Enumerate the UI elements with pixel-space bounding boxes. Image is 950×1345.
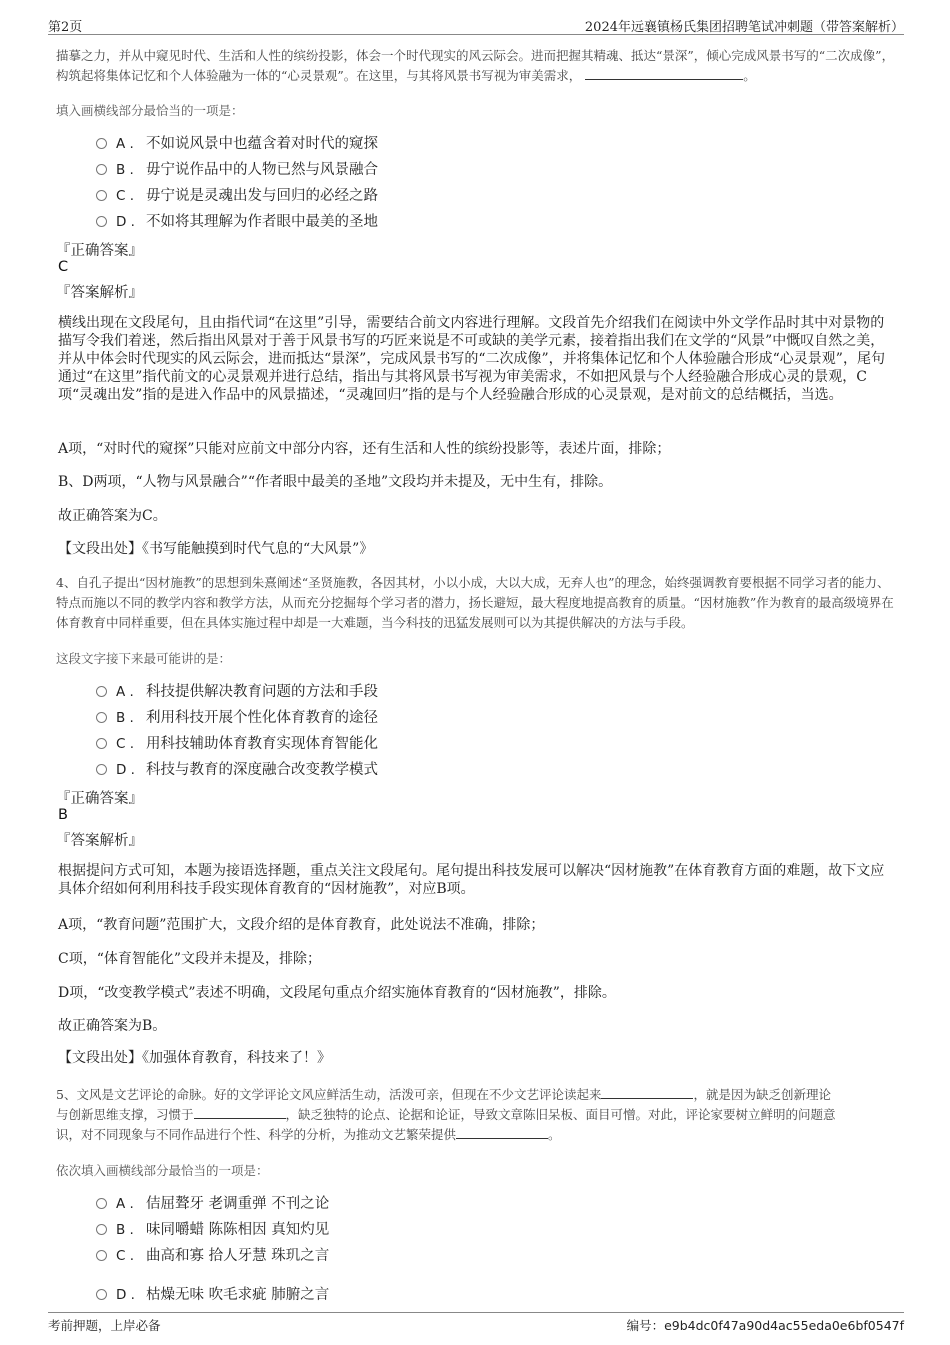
q3-option-b[interactable]: [96, 159, 378, 181]
q5-text: 。: [548, 1127, 561, 1142]
q5-text: ，就是因为缺乏创新理论: [693, 1087, 831, 1102]
footer-slogan: 考前押题，上岸必备: [48, 1318, 161, 1333]
q5-option-d[interactable]: [96, 1284, 329, 1306]
q4-analysis: 根据提问方式可知，本题为接语选择题，重点关注文段尾句。尾句提出科技发展可以解决“因材施教”在体育教育方面的难题，故下文应具体介绍如何利用科技手段实现体育教育的“因材施教”，对应B项。: [58, 863, 885, 897]
q4-option-b[interactable]: [96, 707, 378, 729]
q3-analysis-a: A项，“对时代的窥探”只能对应前文中部分内容，还有生活和人性的缤纷投影等，表述片面，排除；: [58, 441, 671, 457]
radio-icon[interactable]: [96, 164, 107, 175]
option-key: A .: [116, 136, 134, 152]
q5-option-c[interactable]: [96, 1245, 329, 1267]
q4-option-c[interactable]: [96, 733, 378, 755]
page-header: [48, 14, 904, 35]
q5-option-a[interactable]: [96, 1193, 329, 1215]
option-text: 不如将其理解为作者眼中最美的圣地: [146, 214, 378, 230]
q5-passage-line-3: [56, 1125, 898, 1145]
q3-conclusion: 故正确答案为C。: [58, 508, 167, 524]
q3-answer: C: [58, 259, 69, 275]
option-key: B .: [116, 162, 134, 178]
q3-ask: 填入画横线部分最恰当的一项是：: [56, 103, 244, 118]
option-key: D .: [116, 1287, 135, 1303]
q4-answer: B: [58, 807, 68, 823]
option-key: A .: [116, 684, 134, 700]
q4-analysis-label: 『答案解析』: [56, 833, 143, 849]
radio-icon[interactable]: [96, 686, 107, 697]
q4-conclusion: 故正确答案为B。: [58, 1018, 167, 1034]
option-text: 曲高和寡 拾人牙慧 珠玑之言: [146, 1248, 330, 1264]
q5-ask: 依次填入画横线部分最恰当的一项是：: [56, 1163, 269, 1178]
option-text: 毋宁说是灵魂出发与回归的必经之路: [146, 188, 378, 204]
q3-answer-label: 『正确答案』: [56, 243, 143, 259]
option-key: B .: [116, 1222, 134, 1238]
option-key: C .: [116, 188, 135, 204]
q4-passage: 4、自孔子提出“因材施教”的思想到朱熹阐述“圣贤施教，各因其材，小以小成，大以大成，无弃人也”的理念，始终强调教育要根据不同学习者的能力、特点而施以不同的教学内容和教学方法，从而充分挖掘每个学习者的潜力，扬长避短，最大程度地提高教育的质量。“因材施教”作为教育的最高级境界在体育教育中同样重要，但在具体实施过程中却是一大难题，当今科技的迅猛发展则可以为其提供解决的方法与手段。: [56, 575, 894, 630]
document-code: 编号：e9b4dc0f47a90d4ac55eda0e6bf0547f: [626, 1318, 904, 1333]
option-text: 毋宁说作品中的人物已然与风景融合: [146, 162, 378, 178]
q5-blank-3: [456, 1126, 548, 1139]
q3-passage: [56, 46, 898, 86]
radio-icon[interactable]: [96, 1198, 107, 1209]
q5-blank-2: [194, 1106, 286, 1119]
q5-text: 5、文风是文艺评论的命脉。好的文学评论文风应鲜活生动，活泼可亲，但现在不少文艺评论读起来: [56, 1087, 602, 1102]
q5-option-b[interactable]: [96, 1219, 329, 1241]
q5-passage-line-1: [56, 1085, 898, 1105]
radio-icon[interactable]: [96, 1250, 107, 1261]
q3-option-d[interactable]: [96, 211, 378, 233]
option-text: 用科技辅助体育教育实现体育智能化: [146, 736, 378, 752]
q3-option-a[interactable]: [96, 133, 378, 155]
radio-icon[interactable]: [96, 1289, 107, 1300]
option-text: 科技与教育的深度融合改变教学模式: [146, 762, 378, 778]
q3-analysis: 横线出现在文段尾句，且由指代词“在这里”引导，需要结合前文内容进行理解。文段首先介绍我们在阅读中外文学作品时其中对景物的描写令我们着迷，然后指出风景对于善于风景书写的巧匠来说是不可或缺的美学元素，接着指出我们在文学的“风景”中慨叹自然之美，并从中体会时代现实的风云际会，进而抵达“景深”，完成风景书写的“二次成像”，并将集体记忆和个人体验融合形成“心灵景观”，尾句通过“在这里”指代前文的心灵景观并进行总结，指出与其将风景书写视为审美需求，不如把风景与个人经验融合形成心灵的景观，C项“灵魂出发”指的是进入作品中的风景描述，“灵魂回归”指的是与个人经验融合形成的心灵景观，是对前文的总结概括，当选。: [58, 315, 885, 403]
radio-icon[interactable]: [96, 216, 107, 227]
q5-text: ，缺乏独特的论点、论据和论证，导致文章陈旧呆板、面目可憎。对此，评论家要树立鲜明的问题意: [285, 1107, 836, 1122]
q4-analysis-a: A项，“教育问题”范围扩大，文段介绍的是体育教育，此处说法不准确，排除；: [58, 917, 545, 933]
option-text: 利用科技开展个性化体育教育的途径: [146, 710, 378, 726]
q5-text: 与创新思维支撑，习惯于: [56, 1107, 194, 1122]
q3-source: 【文段出处】《书写能触摸到时代气息的“大风景”》: [58, 541, 374, 557]
radio-icon[interactable]: [96, 138, 107, 149]
q5-text: 识，对不同现象与不同作品进行个性、科学的分析，为推动文艺繁荣提供: [56, 1127, 457, 1142]
q4-ask: 这段文字接下来最可能讲的是：: [56, 651, 232, 666]
q4-analysis-c: C项，“体育智能化”文段并未提及，排除；: [58, 951, 322, 967]
option-text: 科技提供解决教育问题的方法和手段: [146, 684, 378, 700]
page-footer: [48, 1312, 904, 1335]
document-title: 2024年远襄镇杨氏集团招聘笔试冲刺题（带答案解析）: [584, 20, 904, 35]
q3-analysis-label: 『答案解析』: [56, 285, 143, 301]
option-key: B .: [116, 710, 134, 726]
option-key: C .: [116, 736, 135, 752]
page-number: 第2页: [48, 20, 83, 35]
option-key: D .: [116, 762, 135, 778]
q5-passage-line-2: [56, 1105, 898, 1125]
radio-icon[interactable]: [96, 1224, 107, 1235]
q4-option-a[interactable]: [96, 681, 378, 703]
option-text: 不如说风景中也蕴含着对时代的窥探: [146, 136, 378, 152]
q4-answer-label: 『正确答案』: [56, 791, 143, 807]
q4-source: 【文段出处】《加强体育教育，科技来了！》: [58, 1050, 331, 1066]
option-text: 佶屈聱牙 老调重弹 不刊之论: [146, 1196, 330, 1212]
option-key: A .: [116, 1196, 134, 1212]
radio-icon[interactable]: [96, 738, 107, 749]
q4-analysis-d: D项，“改变教学模式”表述不明确，文段尾句重点介绍实施体育教育的“因材施教”，排除。: [58, 985, 616, 1001]
radio-icon[interactable]: [96, 712, 107, 723]
q3-option-c[interactable]: [96, 185, 378, 207]
radio-icon[interactable]: [96, 190, 107, 201]
q5-blank-1: [601, 1086, 693, 1099]
q3-passage-text: 描摹之力，并从中窥见时代、生活和人性的缤纷投影，体会一个时代现实的风云际会。进而把握其精魂、抵达“景深”，倾心完成风景书写的“二次成像”，构筑起将集体记忆和个人体验融为一体的“心灵景观”。在这里，与其将风景书写视为审美需求，: [56, 48, 895, 83]
option-key: C .: [116, 1248, 135, 1264]
q3-analysis-bd: B、D两项，“人物与风景融合”“作者眼中最美的圣地”文段均并未提及，无中生有，排除。: [58, 474, 613, 490]
q3-passage-end: 。: [743, 68, 756, 83]
option-text: 味同嚼蜡 陈陈相因 真知灼见: [146, 1222, 330, 1238]
q3-blank: [585, 67, 743, 80]
radio-icon[interactable]: [96, 764, 107, 775]
option-key: D .: [116, 214, 135, 230]
q4-option-d[interactable]: [96, 759, 378, 781]
option-text: 枯燥无味 吹毛求疵 肺腑之言: [146, 1287, 330, 1303]
